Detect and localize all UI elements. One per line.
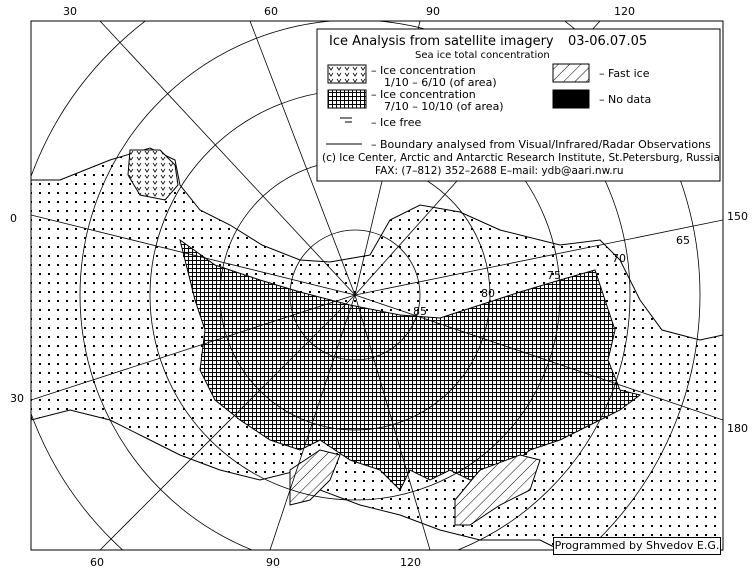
lat-70: 70 xyxy=(612,252,626,265)
lon-top-1: 30 xyxy=(63,5,77,18)
lat-80: 80 xyxy=(481,287,495,300)
lon-right-1: 150 xyxy=(727,210,748,223)
lon-top-2: 60 xyxy=(264,5,278,18)
legend-date: 03-06.07.05 xyxy=(568,34,648,49)
legend-item-1-detail: 1/10 – 6/10 (of area) xyxy=(384,76,497,89)
lat-65: 65 xyxy=(676,234,690,247)
swatch-no-data xyxy=(553,90,589,108)
legend-credit-1: (c) Ice Center, Arctic and Antarctic Research Institute, St.Petersburg, Russia xyxy=(322,152,720,164)
lat-75: 75 xyxy=(547,269,561,282)
legend-item-4-label: – Fast ice xyxy=(599,67,650,80)
lon-bottom-2: 90 xyxy=(266,556,280,569)
programmed-by-label: Programmed by Shvedov E.G. xyxy=(553,537,721,555)
lon-left-1: 0 xyxy=(10,212,17,225)
swatch-fast-ice xyxy=(553,64,589,82)
legend-subtitle: Sea ice total concentration xyxy=(415,50,550,61)
lon-right-2: 180 xyxy=(727,422,748,435)
legend-item-1-label: – Ice concentration xyxy=(371,64,476,77)
legend-title: Ice Analysis from satellite imagery xyxy=(329,34,554,49)
swatch-ice-7-10 xyxy=(328,90,366,108)
lat-85: 85 xyxy=(413,305,427,318)
legend-item-5-label: – No data xyxy=(599,93,652,106)
legend-item-3-label: – Ice free xyxy=(371,116,422,129)
legend-item-2-detail: 7/10 – 10/10 (of area) xyxy=(384,100,504,113)
lon-top-4: 120 xyxy=(614,5,635,18)
lon-bottom-3: 120 xyxy=(400,556,421,569)
legend-item-6-label: – Boundary analysed from Visual/Infrared/Radar Observations xyxy=(371,138,711,151)
lon-bottom-1: 60 xyxy=(90,556,104,569)
legend xyxy=(317,29,720,181)
lon-top-3: 90 xyxy=(426,5,440,18)
legend-item-2-label: – Ice concentration xyxy=(371,88,476,101)
lon-left-2: 30 xyxy=(10,392,24,405)
swatch-ice-1-6 xyxy=(328,65,366,83)
legend-credit-2: FAX: (7–812) 352–2688 E–mail: ydb@aari.nw.ru xyxy=(375,165,624,177)
